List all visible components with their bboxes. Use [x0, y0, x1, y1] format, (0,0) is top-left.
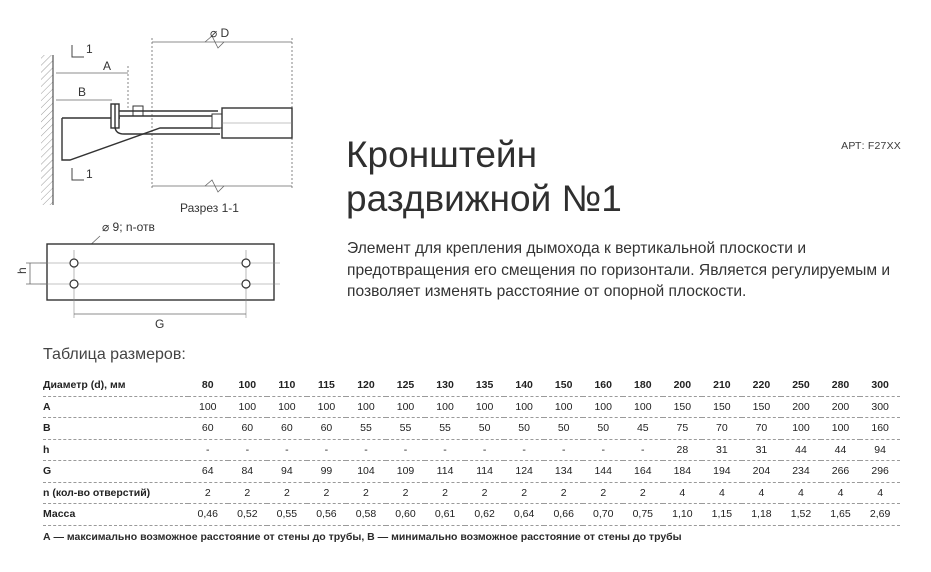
table-cell: 109: [386, 461, 426, 483]
table-cell: 135: [465, 375, 505, 396]
table-cell: 194: [702, 461, 742, 483]
table-cell: 94: [860, 439, 900, 461]
table-cell: 100: [228, 396, 268, 418]
table-cell: 60: [228, 418, 268, 440]
table-cell: 2: [346, 482, 386, 504]
table-cell: 0,52: [228, 504, 268, 526]
table-cell: 4: [781, 482, 821, 504]
table-cell: 2: [307, 482, 347, 504]
table-cell: 2: [425, 482, 465, 504]
table-cell: 94: [267, 461, 307, 483]
product-title-line2: раздвижной №1: [346, 178, 622, 219]
table-cell: 4: [702, 482, 742, 504]
table-cell: 160: [583, 375, 623, 396]
table-cell: 70: [742, 418, 782, 440]
table-cell: 115: [307, 375, 347, 396]
table-cell: 2: [228, 482, 268, 504]
table-cell: 55: [386, 418, 426, 440]
table-cell: 100: [188, 396, 228, 418]
dimension-g-label: G: [155, 317, 165, 331]
table-cell: 110: [267, 375, 307, 396]
table-cell: 300: [860, 375, 900, 396]
table-cell: 114: [465, 461, 505, 483]
table-cell: 4: [663, 482, 703, 504]
table-cell: 60: [188, 418, 228, 440]
table-cell: -: [583, 439, 623, 461]
table-row: [43, 375, 900, 396]
table-cell: 100: [228, 375, 268, 396]
table-cell: 50: [504, 418, 544, 440]
table-cell: 0,64: [504, 504, 544, 526]
table-cell: 100: [386, 396, 426, 418]
table-cell: 220: [742, 375, 782, 396]
table-cell: 2: [386, 482, 426, 504]
table-cell: 45: [623, 418, 663, 440]
table-cell: 204: [742, 461, 782, 483]
article-code: АРТ: F27XX: [841, 140, 901, 152]
product-title: [346, 133, 622, 221]
table-cell: 144: [583, 461, 623, 483]
product-description: Элемент для крепления дымохода к вертикальной плоскости и предотвращения его смещения по горизонтали. Является регулируемым и позволяет изменять расстояние от опорной плоскости.: [347, 240, 891, 300]
table-cell: 55: [425, 418, 465, 440]
table-cell: 130: [425, 375, 465, 396]
table-cell: 140: [504, 375, 544, 396]
table-cell: 280: [821, 375, 861, 396]
table-cell: -: [425, 439, 465, 461]
row-label: A: [43, 396, 188, 418]
table-cell: 4: [821, 482, 861, 504]
table-cell: 100: [267, 396, 307, 418]
mounting-hole: [242, 259, 250, 267]
table-cell: 184: [663, 461, 703, 483]
table-cell: 2: [544, 482, 584, 504]
table-cell: 100: [544, 396, 584, 418]
table-cell: 2: [623, 482, 663, 504]
table-cell: 104: [346, 461, 386, 483]
table-cell: 4: [742, 482, 782, 504]
technical-drawing: [0, 0, 340, 345]
table-cell: 0,70: [583, 504, 623, 526]
table-cell: -: [188, 439, 228, 461]
table-cell: -: [267, 439, 307, 461]
table-row: [43, 461, 900, 483]
table-cell: 120: [346, 375, 386, 396]
table-cell: 0,62: [465, 504, 505, 526]
row-label: G: [43, 461, 188, 483]
table-cell: 0,46: [188, 504, 228, 526]
row-label: Диаметр (d), мм: [43, 375, 188, 396]
row-label: n (кол-во отверстий): [43, 482, 188, 504]
row-label: h: [43, 439, 188, 461]
table-cell: 1,65: [821, 504, 861, 526]
table-cell: 296: [860, 461, 900, 483]
table-cell: 234: [781, 461, 821, 483]
dimension-h-label: h: [15, 267, 29, 274]
table-cell: 0,75: [623, 504, 663, 526]
table-cell: 0,58: [346, 504, 386, 526]
table-cell: 100: [346, 396, 386, 418]
table-cell: 200: [781, 396, 821, 418]
table-cell: 100: [504, 396, 544, 418]
bracket-side-view: [62, 104, 292, 160]
table-cell: 300: [860, 396, 900, 418]
section-caption: Разрез 1-1: [180, 201, 239, 215]
table-cell: -: [544, 439, 584, 461]
table-cell: 250: [781, 375, 821, 396]
table-cell: 180: [623, 375, 663, 396]
table-cell: 134: [544, 461, 584, 483]
table-cell: 150: [742, 396, 782, 418]
table-footnote: А — максимально возможное расстояние от стены до трубы, В — минимально возможное расстояние от стены до трубы: [43, 531, 682, 543]
table-row: [43, 418, 900, 440]
table-cell: -: [307, 439, 347, 461]
table-cell: 2: [267, 482, 307, 504]
table-cell: 100: [465, 396, 505, 418]
mounting-hole: [70, 259, 78, 267]
sizes-table: [43, 375, 900, 526]
table-cell: 200: [821, 396, 861, 418]
table-cell: 50: [583, 418, 623, 440]
section-mark-label-bottom: 1: [86, 167, 93, 181]
table-cell: 60: [267, 418, 307, 440]
table-cell: 100: [781, 418, 821, 440]
row-label: B: [43, 418, 188, 440]
table-cell: 84: [228, 461, 268, 483]
dimension-h: [26, 263, 47, 284]
table-cell: 28: [663, 439, 703, 461]
table-caption: Таблица размеров:: [43, 346, 186, 363]
table-cell: 2: [465, 482, 505, 504]
product-title-line1: Кронштейн: [346, 134, 538, 175]
table-cell: 150: [544, 375, 584, 396]
table-cell: 75: [663, 418, 703, 440]
table-cell: 2: [583, 482, 623, 504]
row-label: Масса: [43, 504, 188, 526]
table-cell: 4: [860, 482, 900, 504]
table-cell: 2: [504, 482, 544, 504]
section-mark-top: [72, 45, 84, 57]
section-mark-label-top: 1: [86, 42, 93, 56]
table-cell: 125: [386, 375, 426, 396]
table-cell: -: [504, 439, 544, 461]
table-cell: 150: [663, 396, 703, 418]
table-cell: 1,52: [781, 504, 821, 526]
table-cell: 1,15: [702, 504, 742, 526]
mounting-hole: [242, 280, 250, 288]
table-row: [43, 439, 900, 461]
table-cell: 1,18: [742, 504, 782, 526]
table-cell: 124: [504, 461, 544, 483]
mounting-hole: [70, 280, 78, 288]
wall: [41, 55, 53, 205]
table-cell: -: [623, 439, 663, 461]
table-cell: -: [465, 439, 505, 461]
table-row: [43, 504, 900, 526]
table-cell: 2,69: [860, 504, 900, 526]
table-row: [43, 396, 900, 418]
table-cell: 160: [860, 418, 900, 440]
table-cell: 100: [623, 396, 663, 418]
table-cell: 210: [702, 375, 742, 396]
table-cell: 70: [702, 418, 742, 440]
table-cell: 44: [821, 439, 861, 461]
table-cell: 60: [307, 418, 347, 440]
table-cell: 266: [821, 461, 861, 483]
dimension-a-label: A: [103, 59, 112, 73]
dimension-b-label: B: [78, 85, 87, 99]
table-cell: 0,55: [267, 504, 307, 526]
table-cell: 0,66: [544, 504, 584, 526]
dimension-a: [56, 66, 128, 108]
table-cell: 55: [346, 418, 386, 440]
holes-label: ⌀ 9; n-отв: [102, 220, 155, 234]
table-cell: 99: [307, 461, 347, 483]
section-mark-bottom: [72, 168, 84, 180]
table-cell: 114: [425, 461, 465, 483]
bracket-plate-top-view: [40, 244, 280, 318]
dimension-d-label: ⌀ D: [210, 26, 230, 40]
table-cell: 50: [544, 418, 584, 440]
table-cell: 100: [583, 396, 623, 418]
table-cell: -: [228, 439, 268, 461]
table-cell: 80: [188, 375, 228, 396]
table-cell: 100: [307, 396, 347, 418]
table-cell: 64: [188, 461, 228, 483]
table-cell: 100: [821, 418, 861, 440]
table-row: [43, 482, 900, 504]
table-cell: -: [346, 439, 386, 461]
table-cell: 31: [702, 439, 742, 461]
table-cell: 1,10: [663, 504, 703, 526]
table-cell: 200: [663, 375, 703, 396]
table-cell: 2: [188, 482, 228, 504]
table-cell: 0,60: [386, 504, 426, 526]
table-cell: 31: [742, 439, 782, 461]
table-cell: 0,56: [307, 504, 347, 526]
table-cell: 44: [781, 439, 821, 461]
table-cell: 50: [465, 418, 505, 440]
table-cell: 150: [702, 396, 742, 418]
table-cell: 164: [623, 461, 663, 483]
table-cell: 0,61: [425, 504, 465, 526]
table-cell: -: [386, 439, 426, 461]
table-cell: 100: [425, 396, 465, 418]
